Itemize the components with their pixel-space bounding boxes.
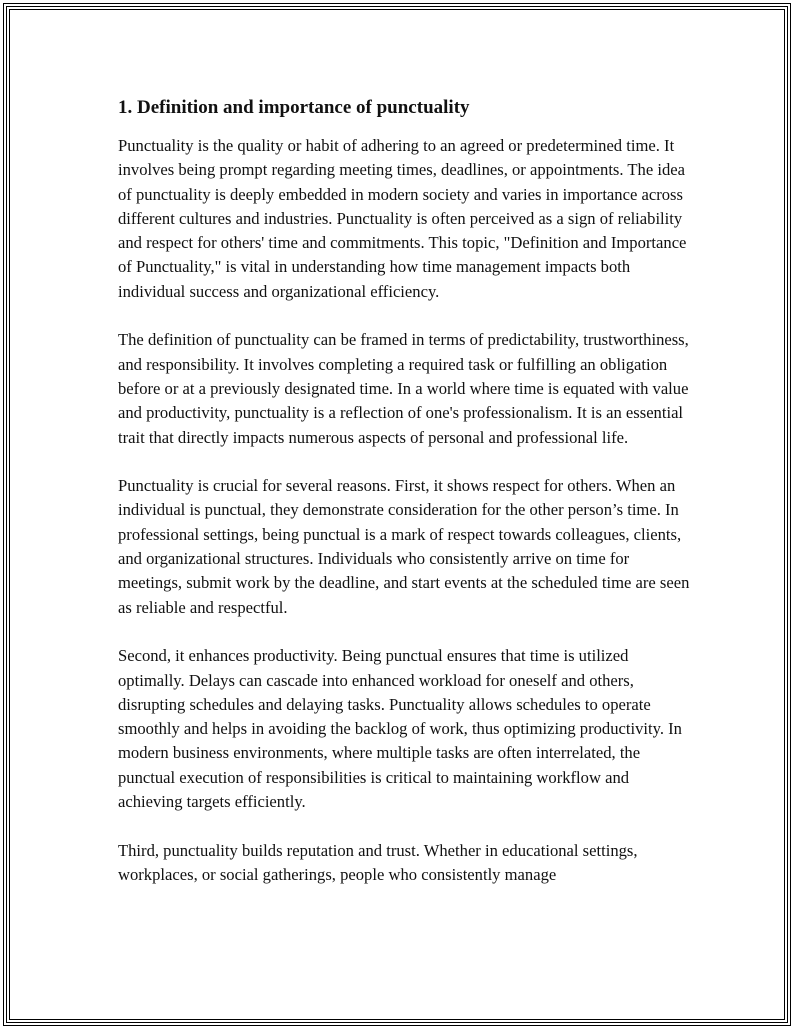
paragraph-productivity: Second, it enhances productivity. Being punctual ensures that time is utilized optimally. Delays can cascade into enhanced workload for oneself and others, disrupting schedules and delaying tasks. Punctuality allows schedules to operate smoothly and helps in avoiding the backlog of work, thus optimizing productivity. In modern business environments, where multiple tasks are often interrelated, the punctual execution of responsibilities is critical to maintaining workflow and achieving targets efficiently. xyxy=(118,646,682,812)
document-body xyxy=(118,96,690,912)
paragraph-definition: Punctuality is the quality or habit of adhering to an agreed or predetermined time. It involves being prompt regarding meeting times, deadlines, or appointments. The idea of punctuality is deeply embedded in modern society and varies in importance across different cultures and industries. Punctuality is often perceived as a sign of reliability and respect for others' time and commitments. This topic, "Definition and Importance of Punctuality," is vital in understanding how time management impacts both individual success and organizational efficiency. xyxy=(118,136,687,301)
section-heading: 1. Definition and importance of punctuality xyxy=(118,97,470,118)
paragraph-reputation: Third, punctuality builds reputation and trust. Whether in educational settings, workplaces, or social gatherings, people who consistently manage xyxy=(118,840,638,884)
paragraph-framing: The definition of punctuality can be framed in terms of predictability, trustworthiness, and responsibility. It involves completing a required task or fulfilling an obligation before or at a previously designated time. In a world where time is equated with value and productivity, punctuality is a reflection of one's professionalism. It is an essential trait that directly impacts numerous aspects of personal and professional life. xyxy=(118,330,689,447)
paragraph-respect: Punctuality is crucial for several reasons. First, it shows respect for others. When an individual is punctual, they demonstrate consideration for the other person’s time. In professional settings, being punctual is a mark of respect towards colleagues, clients, and organizational structures. Individuals who consistently arrive on time for meetings, submit work by the deadline, and start events at the scheduled time are seen as reliable and respectful. xyxy=(118,476,690,617)
